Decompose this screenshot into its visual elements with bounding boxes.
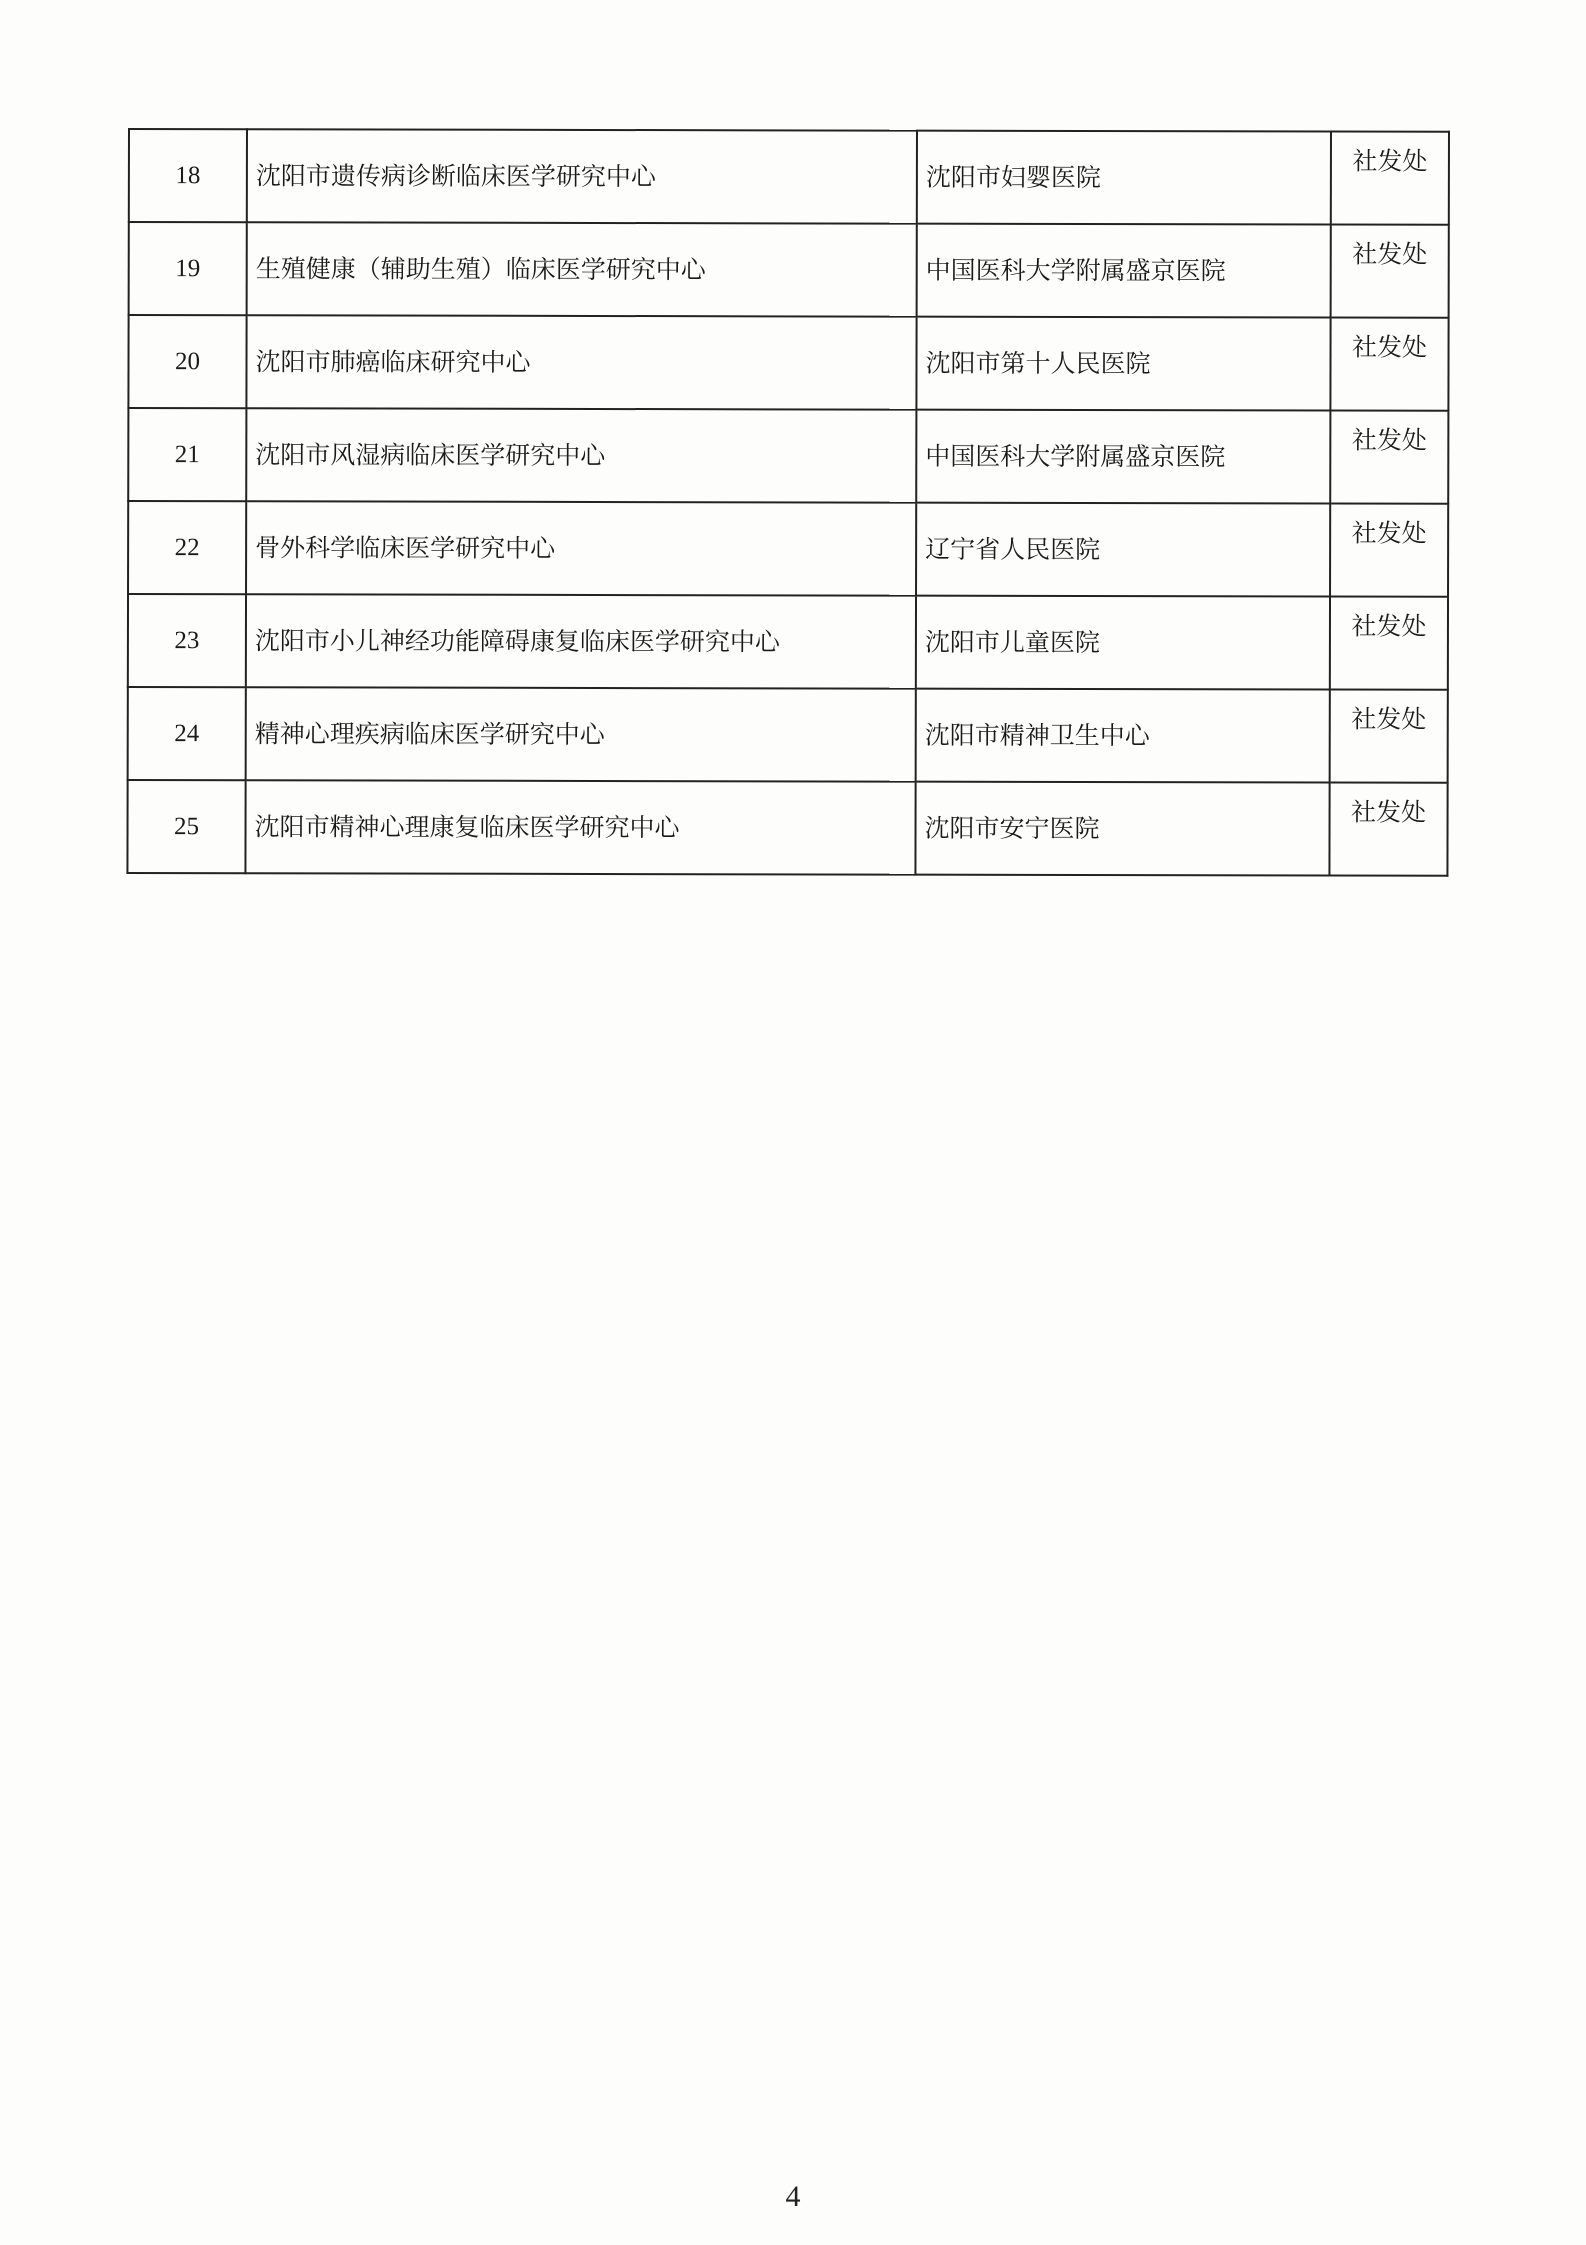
host-unit: 沈阳市儿童医院 (916, 596, 1330, 690)
row-number: 21 (128, 408, 246, 501)
center-name: 生殖健康（辅助生殖）临床医学研究中心 (247, 222, 917, 316)
row-number: 22 (128, 501, 246, 594)
center-name: 沈阳市风湿病临床医学研究中心 (246, 408, 916, 502)
department: 社发处 (1331, 225, 1449, 318)
host-unit: 沈阳市第十人民医院 (916, 317, 1330, 411)
center-name: 沈阳市小儿神经功能障碍康复临床医学研究中心 (246, 594, 916, 688)
table-row (128, 594, 1448, 690)
row-number: 19 (129, 222, 247, 315)
host-unit: 辽宁省人民医院 (916, 503, 1330, 597)
host-unit: 沈阳市精神卫生中心 (916, 689, 1330, 783)
table-row (127, 780, 1447, 876)
department: 社发处 (1330, 690, 1448, 783)
row-number: 23 (128, 594, 246, 687)
center-name: 沈阳市遗传病诊断临床医学研究中心 (247, 129, 917, 223)
row-number: 25 (127, 780, 245, 873)
center-name: 骨外科学临床医学研究中心 (246, 501, 916, 595)
row-number: 20 (128, 315, 246, 408)
table-row (128, 408, 1448, 504)
center-name: 沈阳市精神心理康复临床医学研究中心 (245, 780, 915, 874)
row-number: 18 (129, 129, 247, 222)
host-unit: 沈阳市妇婴医院 (917, 131, 1331, 225)
host-unit: 中国医科大学附属盛京医院 (916, 410, 1330, 504)
center-name: 精神心理疾病临床医学研究中心 (246, 687, 916, 781)
department: 社发处 (1330, 597, 1448, 690)
department: 社发处 (1330, 411, 1448, 504)
table-row (129, 129, 1449, 225)
table-row (128, 687, 1448, 783)
center-name: 沈阳市肺癌临床研究中心 (246, 315, 916, 409)
research-center-table (126, 128, 1450, 877)
host-unit: 沈阳市安宁医院 (915, 782, 1329, 876)
department: 社发处 (1330, 318, 1448, 411)
department: 社发处 (1331, 132, 1449, 225)
host-unit: 中国医科大学附属盛京医院 (917, 224, 1331, 318)
table-row (129, 222, 1449, 318)
row-number: 24 (128, 687, 246, 780)
department: 社发处 (1329, 783, 1447, 876)
page-number: 4 (785, 2180, 801, 2213)
table-body (127, 129, 1449, 876)
table-row (128, 315, 1448, 411)
department: 社发处 (1330, 504, 1448, 597)
table-row (128, 501, 1448, 597)
